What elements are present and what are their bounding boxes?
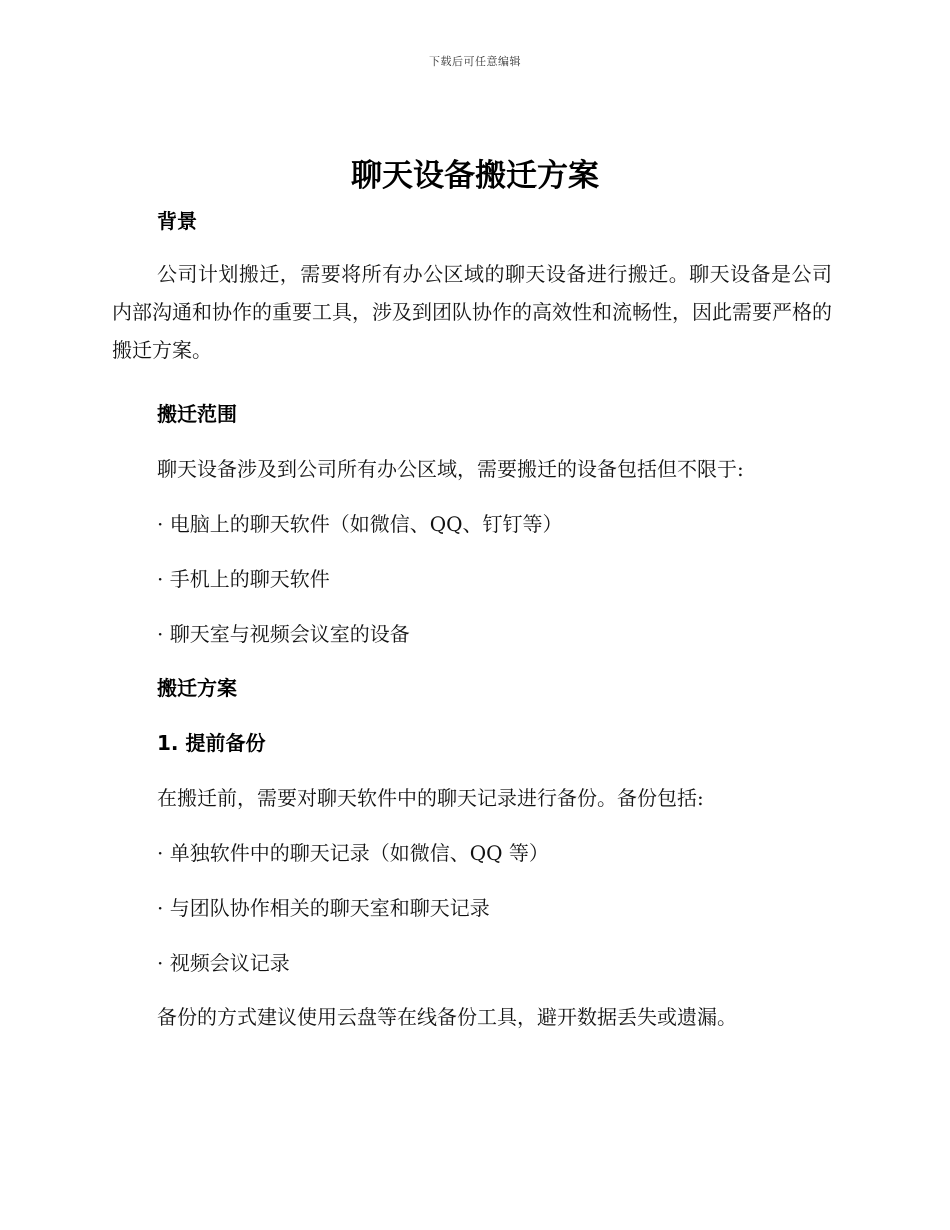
list-item: · 单独软件中的聊天记录（如微信、QQ 等） (157, 841, 549, 865)
backup-intro: 在搬迁前，需要对聊天软件中的聊天记录进行备份。备份包括: (157, 786, 704, 810)
document-title: 聊天设备搬迁方案 (351, 158, 599, 194)
list-item: · 聊天室与视频会议室的设备 (157, 622, 410, 646)
scope-intro: 聊天设备涉及到公司所有办公区域，需要搬迁的设备包括但不限于: (157, 457, 744, 481)
subsection-heading-backup: 1. 提前备份 (157, 731, 266, 755)
page-header: 下载后可任意编辑 (429, 55, 521, 68)
section-heading-background: 背景 (157, 209, 197, 233)
backup-note: 备份的方式建议使用云盘等在线备份工具，避开数据丢失或遗漏。 (157, 1005, 737, 1029)
list-item: · 手机上的聊天软件 (157, 567, 330, 591)
list-item: · 与团队协作相关的聊天室和聊天记录 (157, 896, 490, 920)
section-heading-plan: 搬迁方案 (157, 676, 237, 700)
section-heading-scope: 搬迁范围 (157, 402, 237, 426)
list-item: · 视频会议记录 (157, 951, 290, 975)
list-item: · 电脑上的聊天软件（如微信、QQ、钉钉等） (157, 512, 563, 536)
background-paragraph: 公司计划搬迁，需要将所有办公区域的聊天设备进行搬迁。聊天设备是公司内部沟通和协作的重要工具，涉及到团队协作的高效性和流畅性，因此需要严格的搬迁方案。 (112, 262, 832, 362)
